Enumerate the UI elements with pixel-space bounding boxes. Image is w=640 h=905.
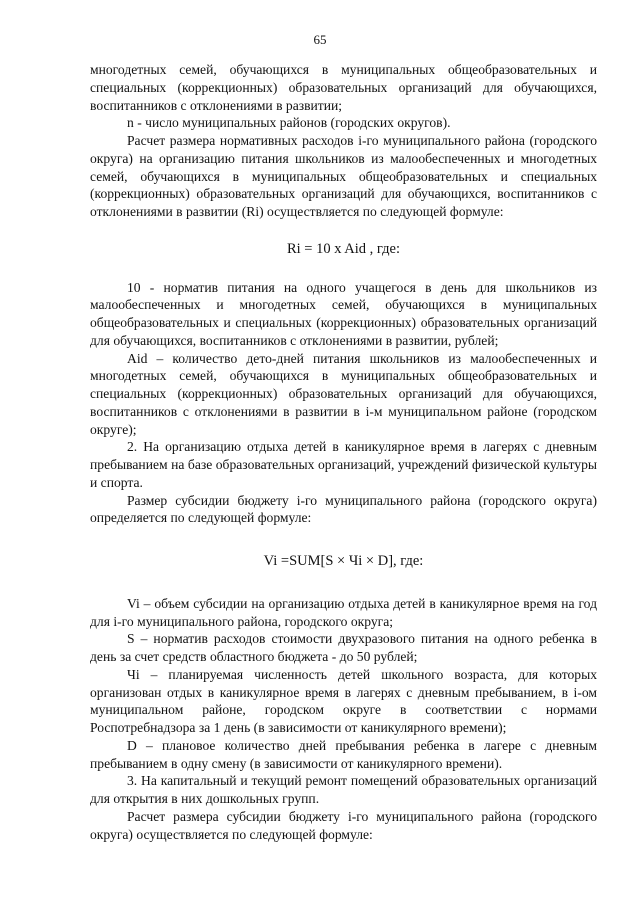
paragraph-continuation: многодетных семей, обучающихся в муниципальных общеобразовательных и специальных (коррекционных) образовательных организаций для обучающихся, воспитанников с отклонениями в развитии; <box>90 62 597 113</box>
paragraph-subsidy-calculation: Расчет размера субсидии бюджету i-го муниципального района (городского округа) осуществляется по следующей формуле: <box>90 808 597 842</box>
paragraph-chi-definition: Чi – планируемая численность детей школьного возраста, для которых организован отдых в каникулярное время в лагерях с дневным пребыванием, в i-ом муниципальном районе, городском округе в соответствии с нормами Роспотребнадзора за 1 день (в зависимости от каникулярного времени); <box>90 666 597 735</box>
paragraph-item-2: 2. На организацию отдыха детей в каникулярное время в лагерях с дневным пребыванием на базе образовательных организаций, учреждений физической культуры и спорта. <box>90 439 597 490</box>
paragraph-n-definition: n - число муниципальных районов (городских округов). <box>127 115 451 131</box>
paragraph-norm-definition: 10 - норматив питания на одного учащегося в день для школьников из малообеспеченных и многодетных семей, обучающихся в муниципальных общеобразовательных и специальных (коррекционных) образовательных организаций для обучающихся, воспитанников с отклонениями в развитии, рублей; <box>90 279 597 348</box>
paragraph-subsidy-size: Размер субсидии бюджету i-го муниципального района (городского округа) определяется по следующей формуле: <box>90 492 597 526</box>
formula-ri: Ri = 10 x Aid , где: <box>286 240 401 257</box>
paragraph-item-3: 3. На капитальный и текущий ремонт помещений образовательных организаций для открытия в них дошкольных групп. <box>90 773 597 806</box>
paragraph-vi-definition: Vi – объем субсидии на организацию отдыха детей в каникулярное время на год для i-го муниципального района, городского округа; <box>90 595 597 629</box>
paragraph-d-definition: D – плановое количество дней пребывания ребенка в лагере с дневным пребыванием в одну смену (в зависимости от каникулярного времени). <box>90 737 597 771</box>
document-body <box>90 61 597 843</box>
paragraph-ri-calculation: Расчет размера нормативных расходов i-го муниципального района (городского округа) на организацию питания школьников из малообеспеченных и многодетных семей, обучающихся в муниципальных общеобразовательных и специальных (коррекционных) образовательных организаций для обучающихся, воспитанников с отклонениями в развитии (Ri) осуществляется по следующей формуле: <box>90 133 597 219</box>
paragraph-aid-definition: Aid – количество дето-дней питания школьников из малообеспеченных и многодетных семей, обучающихся в муниципальных общеобразовательных и специальных (коррекционных) образовательных организаций для обучающихся, воспитанников с отклонениями в развитии в i-м муниципальном районе (городском округе); <box>90 350 597 437</box>
formula-vi: Vi =SUM[S × Чi × D], где: <box>263 553 424 569</box>
page-number: 65 <box>313 32 327 47</box>
paragraph-s-definition: S – норматив расходов стоимости двухразового питания на одного ребенка в день за счет средств областного бюджета - до 50 рублей; <box>90 631 597 664</box>
